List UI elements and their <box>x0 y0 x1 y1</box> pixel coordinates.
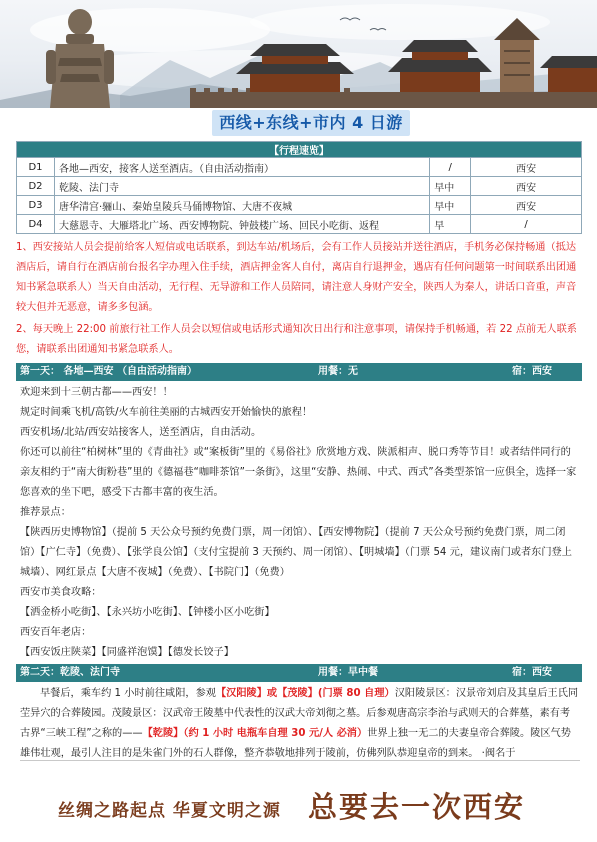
itinerary-route: 乾陵、法门寺 <box>54 177 429 196</box>
itinerary-meal: 早中 <box>430 196 471 215</box>
itinerary-table <box>16 141 582 234</box>
day2-meal: 用餐：早中餐 <box>318 667 378 678</box>
itinerary-stay: 西安 <box>471 177 582 196</box>
itinerary-day: D1 <box>17 158 55 177</box>
day1-line: 西安市美食攻略： <box>20 587 102 598</box>
day1-stay: 宿：西安 <box>512 366 552 377</box>
itinerary-route: 大慈恩寺、大雁塔北广场、西安博物院、钟鼓楼广场、回民小吃街、返程 <box>54 215 429 234</box>
itinerary-meal: 早 <box>430 215 471 234</box>
itinerary-day: D3 <box>17 196 55 215</box>
itinerary-row <box>17 158 582 177</box>
day1-bar <box>16 363 582 381</box>
day1-line: 【陕西历史博物馆】（提前 5 天公众号预约免费门票，周一闭馆）、【西安博物院】（提前 7 天公众号预约免费门票，周二闭馆）【广仁寺】（免费）、【张学良公馆】（支付宝提前 3 天预约、周一闭馆）、【明城墙】（门票 54 元，建议南门或者东门登上城墙）、网红景点【大唐不夜城】（免费）、【书院门】（免费） <box>20 527 572 578</box>
day1-line: 欢迎来到十三朝古都——西安！！ <box>20 387 173 398</box>
xian-skyline-illustration <box>0 0 597 108</box>
itinerary-row <box>17 177 582 196</box>
day2-bar <box>16 664 582 682</box>
itinerary-day: D4 <box>17 215 55 234</box>
itinerary-stay: / <box>471 215 582 234</box>
day1-line: 推荐景点： <box>20 507 71 518</box>
day2-label: 第二天：乾陵、法门寺 <box>20 667 120 678</box>
footer-slogan-right: 总要去一次西安 <box>308 790 526 824</box>
itinerary-stay: 西安 <box>471 158 582 177</box>
footer-slogan-left: 丝绸之路起点 华夏文明之源 <box>58 801 281 821</box>
day2-text: 早餐后，乘车约 1 小时前往咸阳，参观 <box>40 688 216 699</box>
itinerary-row <box>17 196 582 215</box>
itinerary-header-row <box>17 142 582 158</box>
itinerary-route: 唐华清宫·骊山、秦始皇陵兵马俑博物馆、大唐不夜城 <box>54 196 429 215</box>
day2-text: 世界上独一无二的夫妻皇帝合葬陵。陵区气势雄伟壮观，最引人注目的是朱雀门外的石人群像，整齐恭敬地排列于陵前，仿佛列队恭迎皇帝的到来。 ·阀名于 <box>20 728 571 759</box>
day1-line: 西安百年老店： <box>20 627 92 638</box>
itinerary-day: D2 <box>17 177 55 196</box>
day1-label: 第一天： 各地—西安 （自由活动指南） <box>20 366 197 377</box>
itinerary-stay: 西安 <box>471 196 582 215</box>
itinerary-meal: / <box>430 158 471 177</box>
itinerary-meal: 早中 <box>430 177 471 196</box>
header-banner <box>0 0 597 108</box>
page-title: 西线+东线+市内 4 日游 <box>219 113 403 132</box>
day1-meal: 用餐：无 <box>318 366 358 377</box>
day1-line: 【洒金桥小吃街】、【永兴坊小吃街】、【钟楼小区小吃街】 <box>20 607 275 618</box>
day2-highlight: 【乾陵】（约 1 小时 电瓶车自理 30 元/人 必消） <box>142 728 368 739</box>
notice-evening-call: 2、每天晚上 22:00 前旅行社工作人员会以短信或电话形式通知次日出行和注意事项，请保持手机畅通，若 22 点前无人联系您，请联系出团通知书紧急联系人。 <box>16 324 577 355</box>
day2-description <box>20 684 580 762</box>
day1-line: 西安机场/北站/西安站接客人，送至酒店，自由活动。 <box>20 427 262 438</box>
day2-text: 汉阳陵景区：汉景帝刘启及其皇后王氏同茔异穴的合葬陵园。茂陵景区：汉武帝王陵墓中代表性的汉武大帝刘彻之墓。后参观唐高宗李治与武则天的合葬墓，素有考古界“三峡工程”之称的—— <box>20 688 579 739</box>
itinerary-route: 各地—西安，接客人送至酒店。（自由活动指南） <box>54 158 429 177</box>
day1-line: 【西安饭庄陕菜】【同盛祥泡馍】【德发长饺子】 <box>20 647 234 658</box>
itinerary-header: 【行程速览】 <box>17 142 582 158</box>
day2-stay: 宿：西安 <box>512 667 552 678</box>
day2-highlight: 【汉阳陵】或【茂陵】(门票 80 自理） <box>215 688 395 699</box>
day1-line: 规定时间乘飞机/高铁/火车前往美丽的古城西安开始愉快的旅程！ <box>20 407 313 418</box>
notice-pickup: 1、西安接站人员会提前给客人短信或电话联系，到达车站/机场后，会有工作人员接站并送往酒店，手机务必保持畅通（抵达酒店后，请自行在酒店前台报名字办理入住手续，酒店押金客人自付，离店自行退押金，遇店有任何问题第一时间联系出团通知书紧急联系人）当天自由活动，无行程、无导游和工作人员陪同，请注意人身财产安全，陕西人为秦人，讲话口音重，声音较大但并无恶意，请多多包涵。 <box>16 242 577 313</box>
day1-line: 你还可以前往“柏树林”里的《青曲社》或“案板街”里的《易俗社》欣赏地方戏、陕派相声、脱口秀等节目！或者结伴同行的亲友相约于“南大街粉巷”里的《德福巷“咖啡茶馆”一条街》，这里“安静、热闹、中式、西式”各类型茶馆一应俱全，选择一家您喜欢的坐下吧，感受下古都丰富的夜生活。 <box>20 447 577 498</box>
footer-divider <box>20 760 580 761</box>
itinerary-row <box>17 215 582 234</box>
